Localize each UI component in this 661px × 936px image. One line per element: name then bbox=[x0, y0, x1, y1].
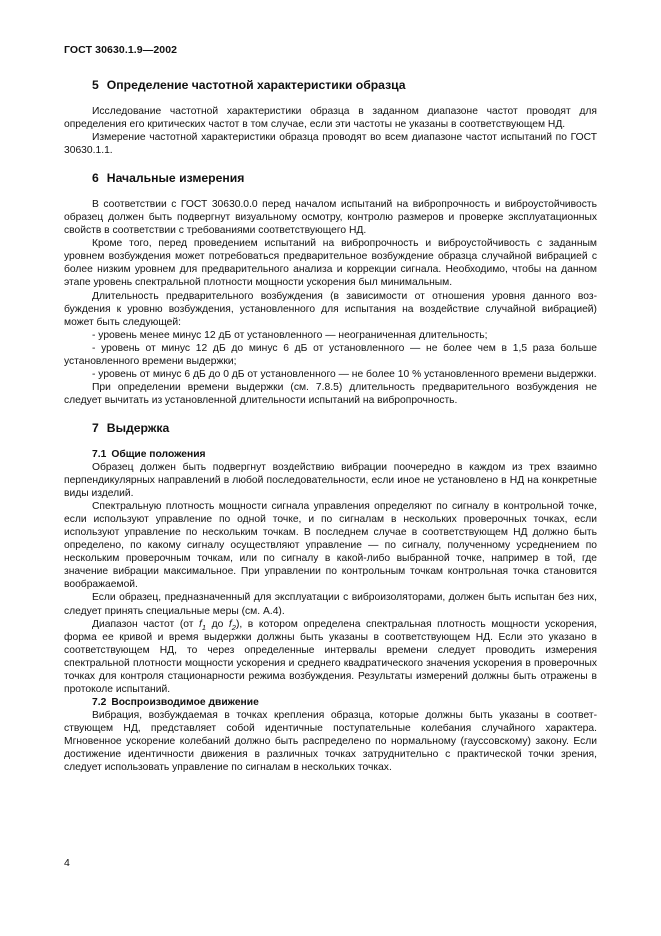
paragraph: Длительность предварительного возбуждения (в зависимости от отношения уровня данного возбуждения к уровню возбуждения, установленного для испытания на воздействие случайной вибрацией) может быть следующей: bbox=[64, 290, 597, 328]
subsection-title: Общие положения bbox=[111, 448, 206, 460]
subsection-title: Воспроизводимое движение bbox=[111, 696, 259, 708]
document-body bbox=[64, 68, 597, 774]
paragraph: Кроме того, перед проведением испытаний на вибропрочность и виброустойчивость с заданным уровнем возбуждения может потребоваться предварительное возбуждение образца случайной вибрацией с более низким уровнем для предварительного анализа и коррекции сигнала. Необходимо, чтобы на данном этапе уровень спектральной плотности мощности ускорения был минимальным. bbox=[64, 238, 597, 289]
section-title: Выдержка bbox=[106, 420, 170, 435]
section-number: 6 bbox=[92, 171, 99, 186]
paragraph: Если образец, предназначенный для эксплуатации с виброизоляторами, должен быть испытан без них, следует принять специальные меры (см. А.4). bbox=[64, 592, 597, 617]
subscript: 1 bbox=[201, 622, 207, 632]
paragraph-frequency-range: Диапазон частот (от $f_1$ до $f_2$), в котором определена спектральная плотность мощности ускорения, форма ее кривой и время выдержки должны быть указаны в соответствующем НД. Если это указано в соответствующем НД, то через определенные интервалы времени следует проводить измерения спектральной плотности мощности ускорения и среднего квадратического значения ускорения в проверочных точках для контроля стационарности режима возбуждения. Результаты измерений должны быть отражены в протоколе испытаний. bbox=[64, 618, 597, 695]
section-title: Начальные измерения bbox=[106, 171, 245, 186]
subsection-number: 7.1 bbox=[92, 448, 107, 460]
section-title: Определение частотной характеристики образца bbox=[106, 78, 406, 92]
list-item: - уровень от минус 12 дБ до минус 6 дБ от установленного — не более чем в 1,5 раза больше установленного времени выдержки; bbox=[64, 342, 597, 367]
frequency-symbol: f bbox=[199, 618, 202, 630]
paragraph: Образец должен быть подвергнут воздействию вибрации поочередно в каждом из трех взаимно перпендикулярных направлений в любой последовательности, если иное не установлено в НД на конкретные виды изделий. bbox=[64, 461, 597, 500]
paragraph: Исследование частотной характеристики образца в заданном диапазоне частот проводят для определения его критических частот в том случае, если эти частоты не указаны в соответствующем НД. bbox=[64, 106, 597, 131]
section-7-heading bbox=[92, 421, 597, 436]
subsection-7-1-heading bbox=[64, 448, 597, 461]
paragraph: При определении времени выдержки (см. 7.8.5) длительность предварительного возбуждения не следует вычитать из установленной длительности испытаний на вибропрочность. bbox=[64, 381, 597, 406]
list-item: - уровень от минус 6 дБ до 0 дБ от установленного — не более 10 % установленного времени выдержки. bbox=[92, 368, 597, 380]
document-header: ГОСТ 30630.1.9—2002 bbox=[64, 44, 178, 56]
section-5-heading bbox=[92, 78, 597, 93]
paragraph: В соответствии с ГОСТ 30630.0.0 перед началом испытаний на вибропрочность и виброустойчивость образец должен быть подвергнут визуальному осмотру, контролю размеров и проверке эксплуатационных свойств в соответствии с требованиями соответствующего НД. bbox=[64, 199, 597, 237]
paragraph: Спектральную плотность мощности сигнала управления определяют по сигналу в контрольной точке, если используют управление по одной точке, и по сигналам в нескольких проверочных точках, если используют управление по нескольким точкам. В последнем случае в соответствующем НД должно быть определено, по какому сигналу осуществляют управление — по сигналу, полученному усреднением по нескольким проверочным точкам, или по сигналу в какой-либо выбранной точке, например в той, где значение вибрации максимальное. При управлении по контрольным точкам контрольная точка становится воображаемой. bbox=[64, 501, 597, 591]
frequency-symbol: f bbox=[228, 618, 232, 630]
list-item: - уровень менее минус 12 дБ от установленного — неограниченная длительность; bbox=[92, 329, 488, 341]
subsection-number: 7.2 bbox=[92, 696, 107, 708]
paragraph: Вибрация, возбуждаемая в точках крепления образца, которые должны быть указаны в соответствующем НД, представляет собой идентичные поступательные колебания случайного характера. Мгновенное ускорение колебаний должно быть распределено по нормальному (гауссовскому) закону. Если достижение идентичности движения в различных точках затруднительно с практической точки зрения, следует использовать управление по сигналам в нескольких точках. bbox=[64, 709, 597, 774]
subscript: 2 bbox=[231, 622, 236, 632]
section-number: 5 bbox=[92, 78, 99, 92]
section-6-heading bbox=[92, 171, 597, 186]
section-number: 7 bbox=[92, 420, 99, 435]
subsection-7-2-heading bbox=[64, 696, 597, 709]
paragraph: Измерение частотной характеристики образца проводят во всем диапазоне частот испытаний по ГОСТ 30630.1.1. bbox=[64, 132, 597, 157]
page-number: 4 bbox=[64, 857, 70, 869]
